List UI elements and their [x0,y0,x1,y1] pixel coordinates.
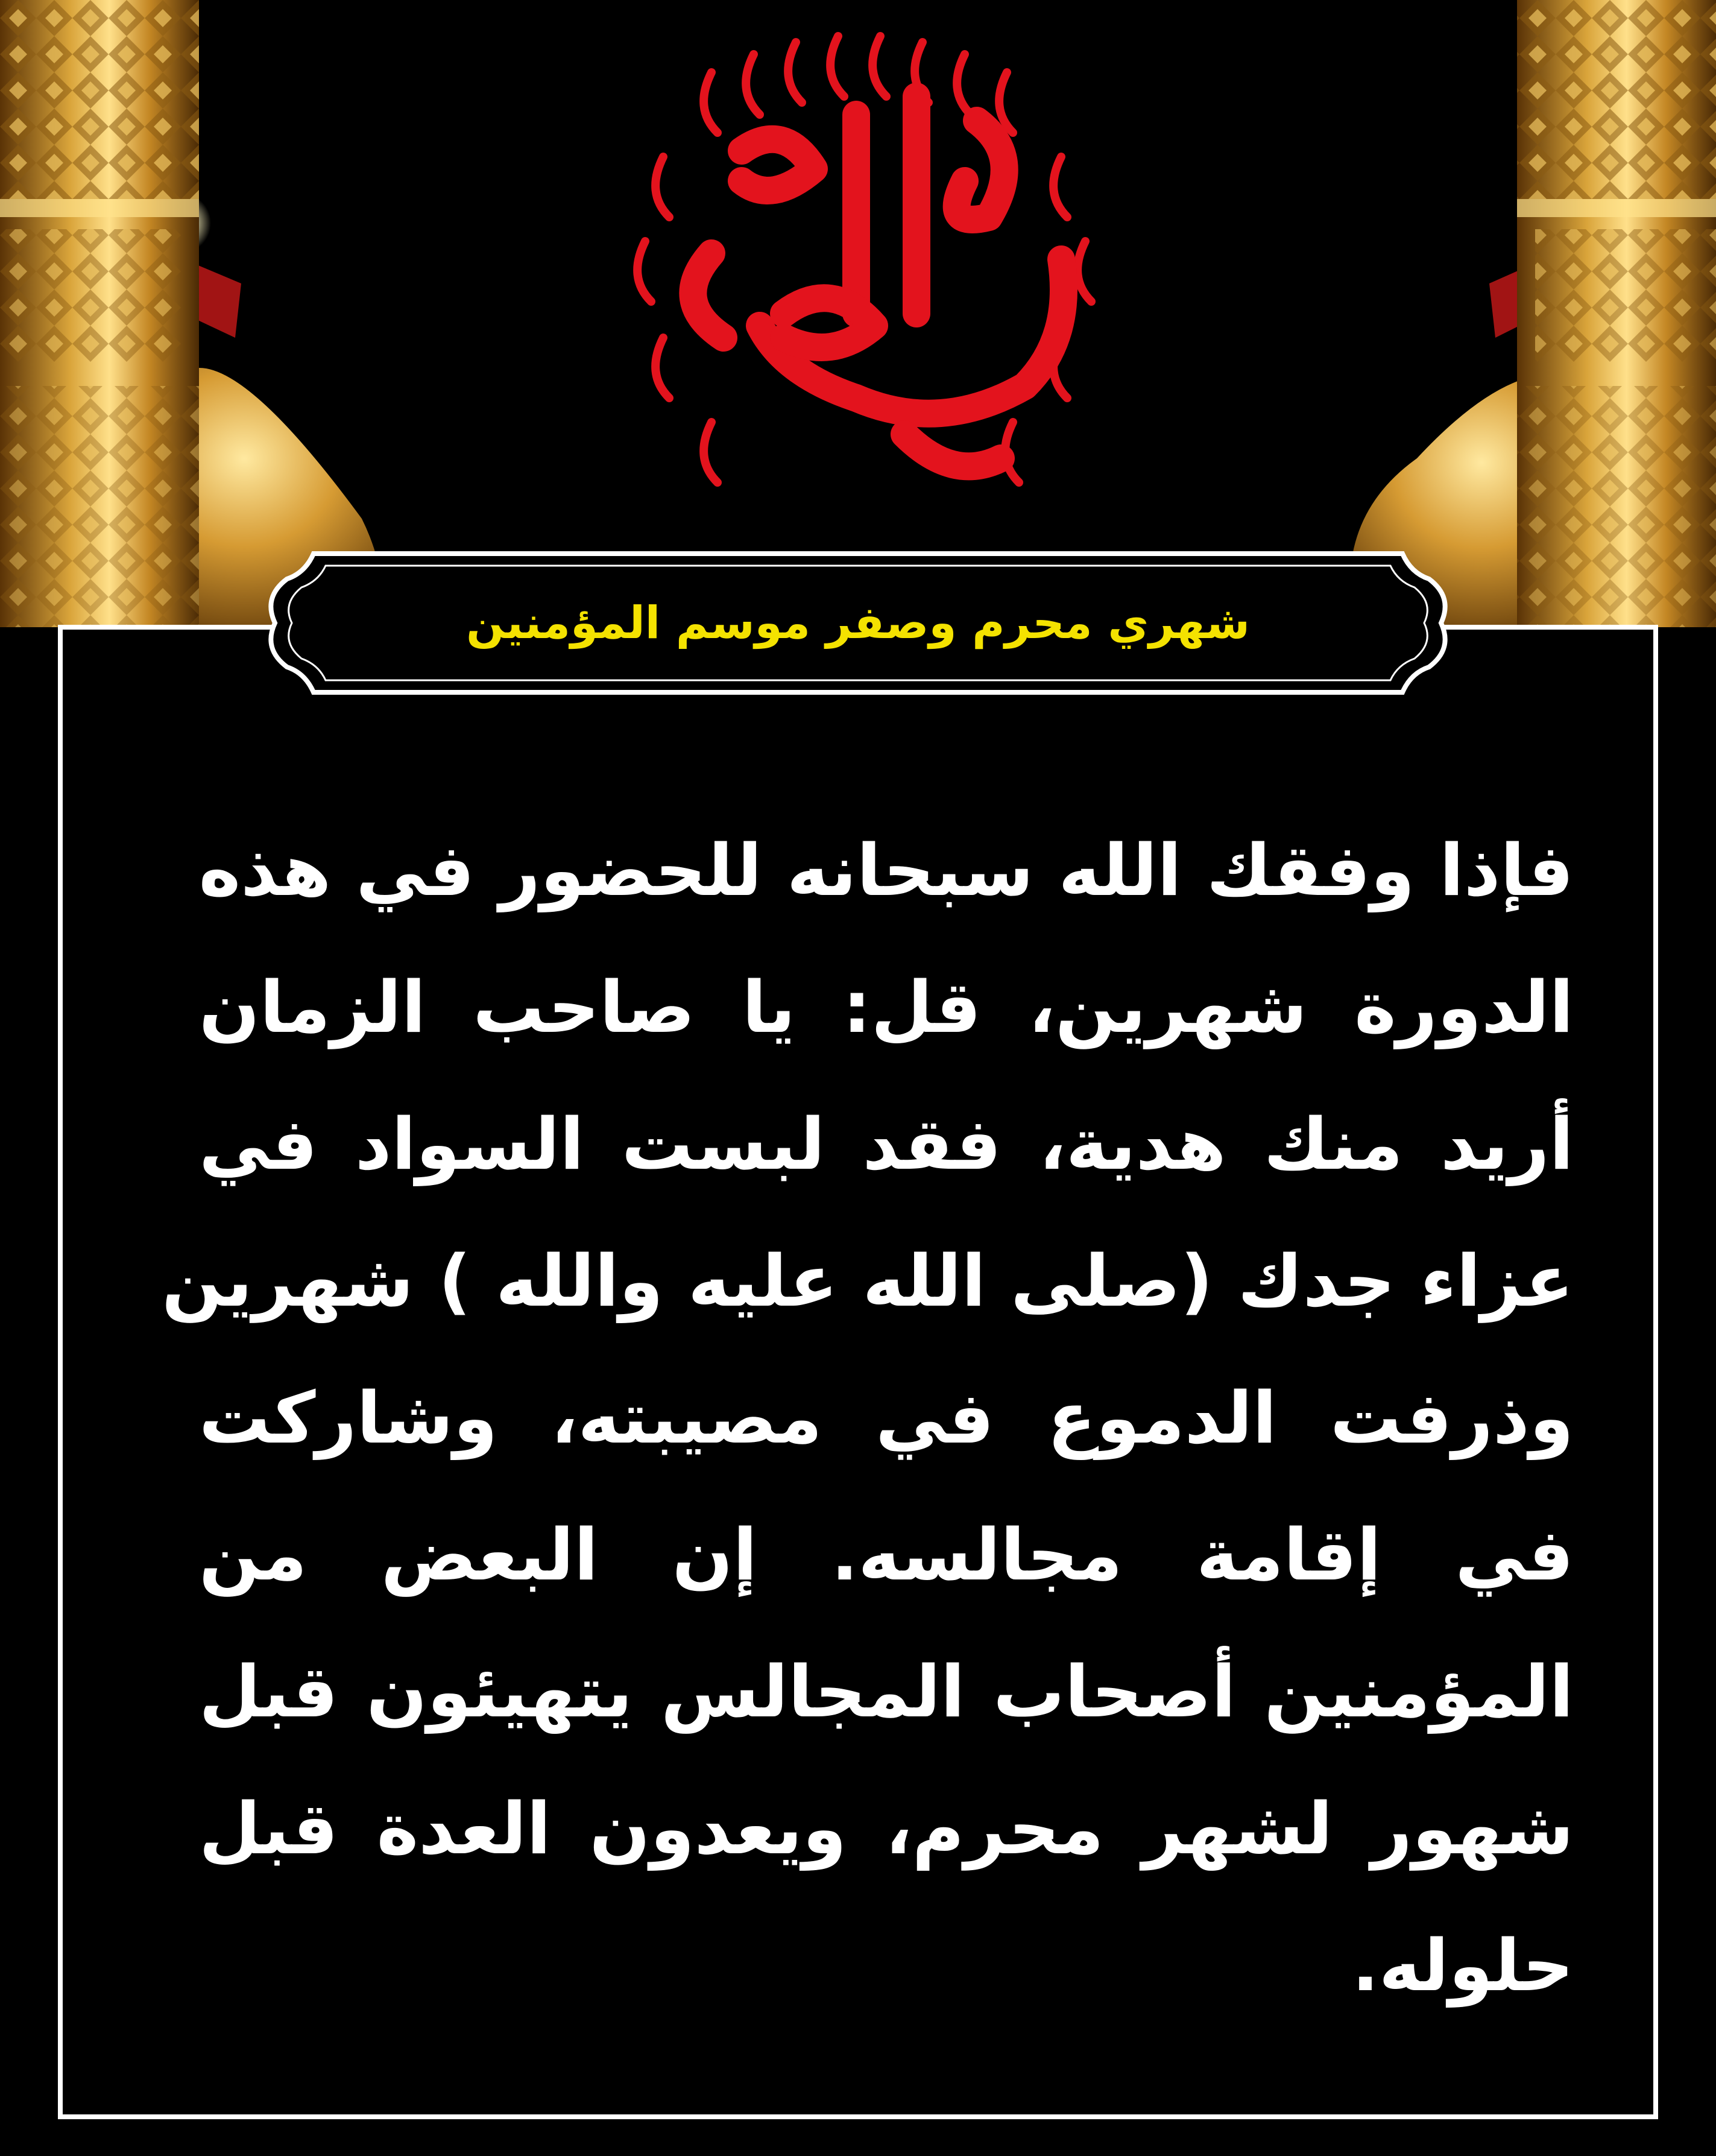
body-line: أريد منك هدية، فقد لبست السواد في [199,1102,1574,1186]
body-line: وذرفت الدموع في مصيبته، وشاركت [199,1376,1574,1459]
body-line: فإذا وفقك الله سبحانه للحضور في هذه [198,829,1574,912]
body-line: الدورة شهرين، قل: يا صاحب الزمان [199,966,1574,1049]
body-line: حلوله. [1352,1924,1574,2007]
body-line: في إقامة مجالسه. إن البعض من [199,1513,1574,1596]
ashura-calligraphy [633,36,1103,513]
body-text [162,802,1574,2034]
body-line: المؤمنين أصحاب المجالس يتهيئون قبل [199,1650,1574,1733]
banner-title: شهري محرم وصفر موسم المؤمنين [466,597,1250,649]
body-line: عزاء جدك (صلى الله عليه والله ) شهرين [162,1239,1574,1323]
banner [265,554,1451,692]
shrine-left [0,0,386,627]
body-line: شهور لشهر محرم، ويعدون العدة قبل [199,1787,1574,1870]
shrine-right [1350,0,1716,627]
